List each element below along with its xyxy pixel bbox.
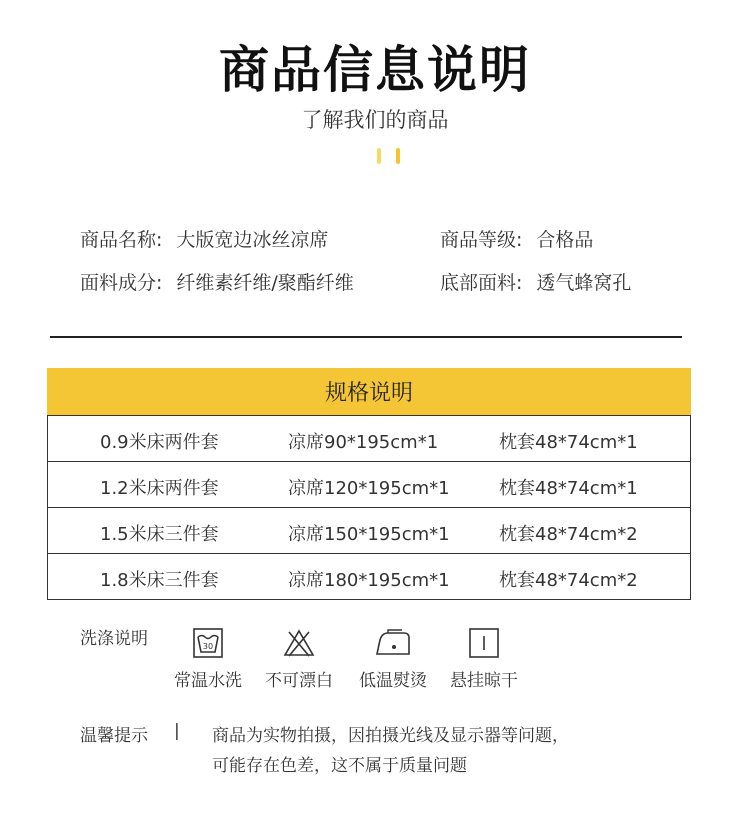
- spec-pillow-cell: 枕套48*74cm*1: [499, 478, 638, 499]
- low-iron-icon: [374, 628, 412, 658]
- spec-mat-cell: 凉席120*195cm*1: [288, 478, 450, 499]
- accent-dot: [396, 148, 400, 164]
- spec-size-cell: 1.5米床三件套: [100, 524, 219, 545]
- tip-label: 温馨提示: [80, 726, 148, 746]
- care-label: 常温水洗: [174, 671, 242, 691]
- care-label: 悬挂晾干: [450, 671, 518, 691]
- tip-line-1: 商品为实物拍摄，因拍摄光线及显示器等问题，: [212, 726, 569, 746]
- care-label: 低温熨烫: [359, 671, 427, 691]
- table-row: [48, 462, 690, 508]
- section-divider: [50, 336, 682, 338]
- accent-dot: [377, 148, 381, 164]
- spec-mat-cell: 凉席90*195cm*1: [288, 432, 439, 453]
- info-fabric: [80, 268, 354, 295]
- page-subtitle: 了解我们的商品: [301, 108, 449, 132]
- info-product-name: [80, 225, 328, 252]
- table-row: [48, 416, 690, 462]
- info-value: 纤维素纤维/聚酯纤维: [176, 272, 354, 294]
- spec-mat-cell: 凉席150*195cm*1: [288, 524, 450, 545]
- info-value: 透气蜂窝孔: [536, 272, 632, 294]
- info-product-grade: [440, 225, 593, 252]
- tip-separator: |: [174, 721, 180, 741]
- spec-pillow-cell: 枕套48*74cm*2: [499, 570, 638, 591]
- spec-header: 规格说明: [47, 368, 691, 415]
- care-item-iron: [353, 628, 433, 691]
- decorative-dots: [0, 148, 750, 164]
- care-item-dry: [444, 628, 524, 691]
- wash-label: 洗涤说明: [80, 629, 148, 649]
- tip-text: [212, 721, 632, 781]
- page-title: 商品信息说明: [219, 41, 531, 99]
- spec-table: [47, 415, 691, 600]
- care-label: 不可漂白: [265, 671, 333, 691]
- info-value: 大版宽边冰丝凉席: [176, 229, 329, 251]
- wash-temp: 30: [202, 642, 214, 651]
- info-key: 商品名称:: [80, 229, 163, 251]
- spec-size-cell: 1.2米床两件套: [100, 478, 219, 499]
- table-row: [48, 508, 690, 554]
- info-bottom-fabric: [440, 268, 631, 295]
- no-bleach-icon: [283, 628, 315, 658]
- tip-line-2: 可能存在色差，这不属于质量问题: [212, 756, 467, 776]
- spec-pillow-cell: 枕套48*74cm*1: [499, 432, 638, 453]
- care-item-bleach: [259, 628, 339, 691]
- spec-size-cell: 0.9米床两件套: [100, 432, 219, 453]
- info-value: 合格品: [536, 229, 594, 251]
- info-key: 面料成分:: [80, 272, 163, 294]
- table-row: [48, 554, 690, 599]
- hang-dry-icon: [469, 628, 499, 658]
- spec-size-cell: 1.8米床三件套: [100, 570, 219, 591]
- info-key: 底部面料:: [440, 272, 523, 294]
- spec-mat-cell: 凉席180*195cm*1: [288, 570, 450, 591]
- info-key: 商品等级:: [440, 229, 523, 251]
- wash-30-icon: [193, 628, 223, 658]
- care-item-wash: [168, 628, 248, 691]
- spec-pillow-cell: 枕套48*74cm*2: [499, 524, 638, 545]
